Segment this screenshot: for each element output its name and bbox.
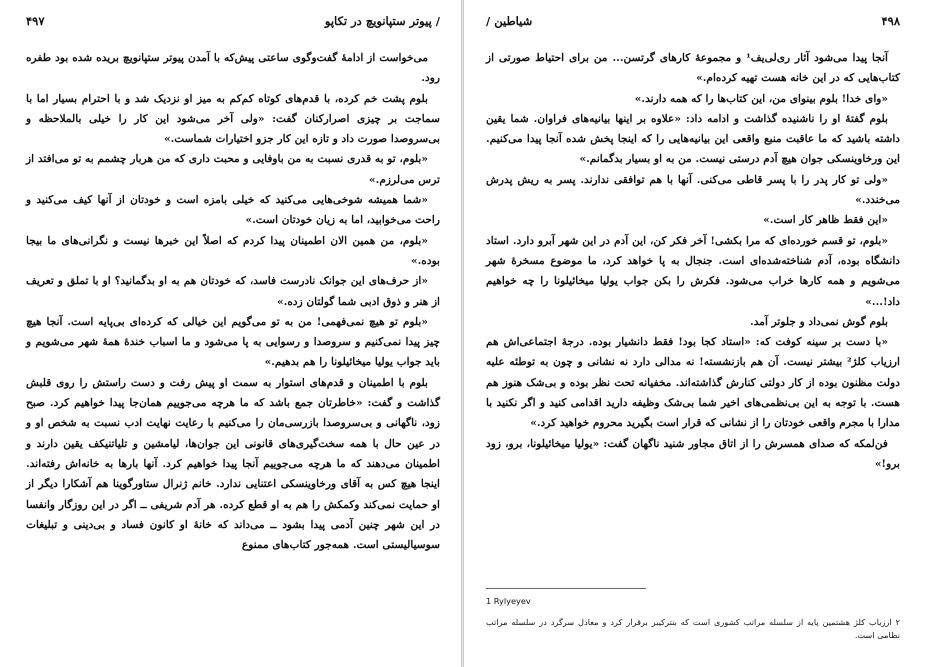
footnote-2: ۲ ارزیاب کلژ هشتمین پایه از سلسله مراتب کشوری است که بنترکیبر برقرار کرد و معادل سرگرد در سلسله مراتب نظامی است. xyxy=(486,617,900,640)
paragraph: «بلوم، من همین الان اطمینان پیدا کردم که اصلاً این خبرها نیست و نگرانی‌های ما بیجا بوده.» xyxy=(26,234,440,267)
right-page xyxy=(464,0,926,667)
left-page-header xyxy=(26,14,440,34)
paragraph: «ولی تو کار پدر را با پسر قاطی می‌کنی. آنها با هم توافقی ندارند. پسر به ریش پدرش می‌خندد.» xyxy=(486,173,900,207)
footnote-divider xyxy=(486,588,646,589)
left-page-number: ۴۹۷ xyxy=(26,14,45,28)
paragraph: بلوم با اطمینان و قدم‌های استوار به سمت او پیش رفت و دست راستش را روی قلبش گذاشت و گفت: «خاطرتان جمع باشد که ما هرچه می‌جوییم همان‌جا پیدا خواهیم کرد. صبح زود، ناگهانی و بی‌سروصدا بازرسی‌مان را می‌کنیم با رعایت نهایت ادب نسبت به شخص او و در عین حال با همه سخت‌گیری‌های قانونی این جوان‌ها، لیامشین و تلیاتنیکف یقین دارند و اطمینان می‌دهند که ما هرچه می‌جوییم آنجا پیدا خواهیم کرد. آنها بارها به خانه‌اش رفته‌اند. اینجا هیچ کس به آقای ورخاوینسکی اعتنایی ندارد. خانم ژنرال ستاورگوینا هم آشکارا دیگر از او حمایت نمی‌کند وکمکش را هم به او قطع کرده. هر آدم شریفی ــ اگر در این روزگار وانفسا در این شهر چنین آدمی پیدا بشود ــ می‌داند که خانهٔ او کانون فساد و بی‌دینی و تبلیغات سوسیالیستی است. همه‌جور کتاب‌های ممنوع xyxy=(26,376,440,552)
paragraph: «بلوم، تو قسم خورده‌ای که مرا بکشی! آخر فکر کن، این آدم در این شهر آبرو دارد. استاد دانشگاه بوده، آدم شناخته‌شده‌ای است. جنجال به پا خواهد کرد، ما موضوع مسخرهٔ شهر می‌شویم و همه کارها خراب می‌شود. فکرش را بکن جواب یولیا میخائیلونا را چه خواهیم داد!...» xyxy=(486,234,900,308)
footnotes xyxy=(486,588,900,642)
paragraph: «با دست بر سینه کوفت که: «استاد کجا بود! فقط دانشیار بوده. درجهٔ اجتماعی‌اش هم ارزیاب کلژ² بیشتر نیست. آن هم بازنشسته! نه مدالی دارد نه نشانی و چون به توطئه علیه دولت مظنون بوده از کار دولتی کنارش گذاشته‌اند. مخفیانه تحت نظر بوده و بی‌شک هنوز هم هست. با توجه به این بی‌نظمی‌های اخیر شما بی‌شک وظیفه دارید اقدامی کنید و اگر نکنید با مدارا با مجرم واقعی خودتان را از نشانی که قرار است بگیرید محروم خواهید کرد.» xyxy=(486,336,900,430)
paragraph: می‌خواست از ادامهٔ گفت‌وگوی ساعتی پیش‌که با آمدن پیوتر ستپانویچ بریده شده بود طفره رود. xyxy=(26,52,440,85)
right-page-body xyxy=(486,48,900,474)
right-page-header xyxy=(486,14,900,34)
paragraph: «بلوم تو هیچ نمی‌فهمی! من به تو می‌گویم این خیالی که کرده‌ای بی‌پایه است. آنجا هیچ چیز پیدا نمی‌کنیم و سروصدا و رسوایی به پا می‌شود و ما اسباب خندهٔ همهٔ شهر می‌شویم و باید جواب یولیا میخائیلونا را هم بدهیم.» xyxy=(26,315,440,369)
paragraph: «از حرف‌های این جوانک نادرست فاسد، که خودتان هم به او بدگمانید؟ او با تملق و تعریف از هنر و ذوق ادبی شما گولتان زده.» xyxy=(26,275,440,308)
paragraph: بلوم گوش نمی‌داد و جلوتر آمد. xyxy=(750,315,888,328)
paragraph: بلوم گفتهٔ او را ناشنیده گذاشت و ادامه داد: «علاوه بر اینها بیانیه‌های فراوان. شما یقین داشته باشید که ما عاقبت منبع واقعی این بیانیه‌هایی را که اینجا پخش شده آنجا پیدا می‌کنیم. این ورخاوینسکی جوان هیچ آدم درستی نیست. من به او بسیار بدگمانم.» xyxy=(486,112,900,166)
left-page xyxy=(0,0,462,667)
right-page-running-title: / شیاطین xyxy=(486,14,533,28)
left-page-running-title: پیوتر ستپانویچ در تکاپو / xyxy=(324,14,440,28)
paragraph: «بلوم، تو به قدری نسبت به من باوفایی و محبت داری که من هربار چشمم به تو می‌افتد از ترس می‌لرزم.» xyxy=(26,153,440,186)
paragraph: «وای خدا! بلوم بینوای من، این کتاب‌ها را که همه دارند.» xyxy=(634,92,888,105)
paragraph: فن‌لمکه که صدای همسرش را از اتاق مجاور شنید ناگهان گفت: «یولیا میخائیلونا، برو، زود برو!» xyxy=(486,437,900,470)
left-page-body xyxy=(26,48,440,555)
paragraph: «این فقط ظاهر کار است.» xyxy=(763,214,888,227)
right-page-number: ۴۹۸ xyxy=(881,14,900,28)
paragraph: «شما همیشه شوخی‌هایی می‌کنید که خیلی بامزه است و خودتان از آنها کیف می‌کنید و راحت می‌خوابید، اما به زیان خودتان است.» xyxy=(26,194,440,227)
footnote-1: 1 Rylyeyev xyxy=(486,596,531,606)
paragraph: بلوم پشت خم کرده، با قدم‌های کوتاه کم‌کم به میز او نزدیک شد و با احترام بسیار اما با سماجت بر چیزی اصرارکنان گفت: «ولی آخر می‌شود این کار را خیلی بالملاحظه و بی‌سروصدا صورت داد و تازه این کار جزو اختیارات شماست.» xyxy=(26,92,440,146)
paragraph: آنجا پیدا می‌شود آثار ری‌لی‌یف¹ و مجموعهٔ کارهای گرتسن... من برای احتیاط صورتی از کتاب‌هایی که در این خانه هست تهیه کرده‌ام.» xyxy=(486,52,900,85)
